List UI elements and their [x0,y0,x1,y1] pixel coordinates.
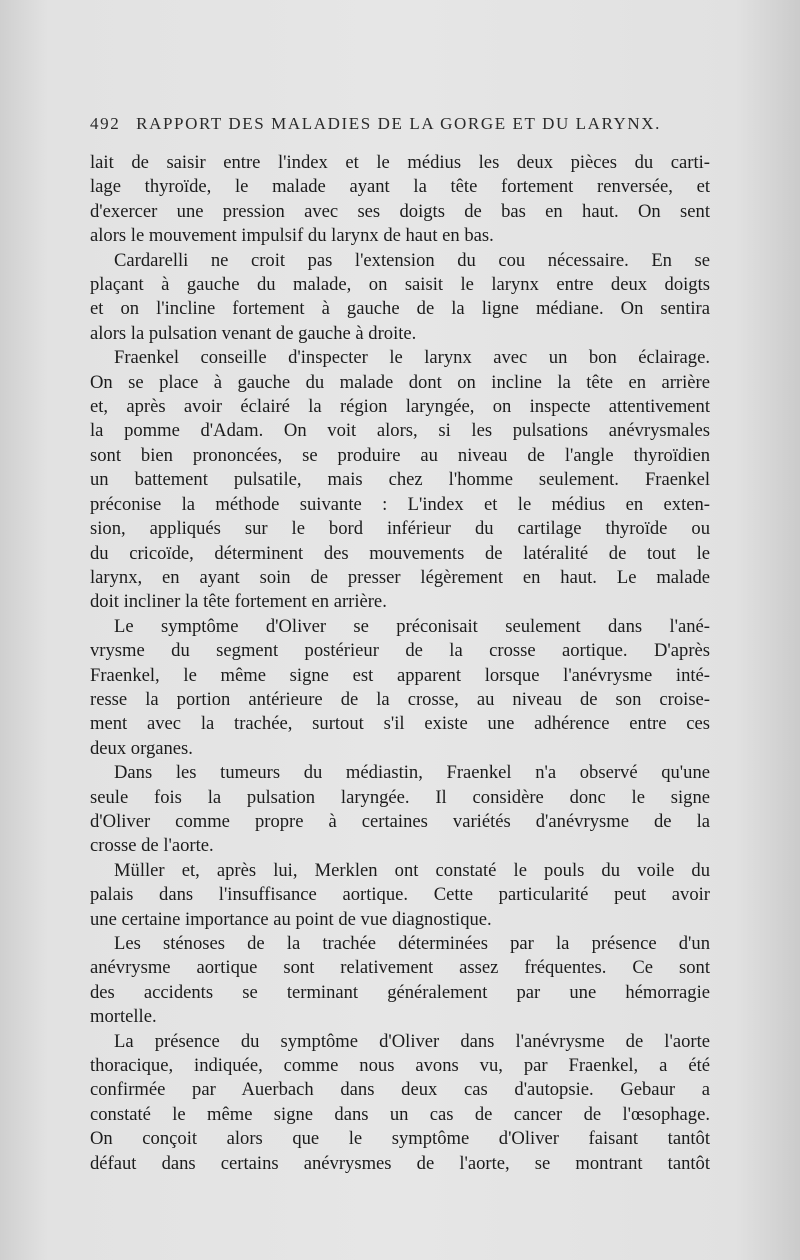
paragraph [90,1030,710,1176]
text-line: d'exercer une pression avec ses doigts de bas en haut. On sent [90,200,710,222]
text-line: Fraenkel conseille d'inspecter le larynx avec un bon éclairage. [114,347,710,369]
text-line: Les sténoses de la trachée déterminées par la présence d'un [114,933,710,954]
text-line: On se place à gauche du malade dont on incline la tête en arrière [90,371,710,393]
text-line: lage thyroïde, le malade ayant la tête fortement renversée, et [90,176,710,198]
text-line: larynx, en ayant soin de presser légèrement en haut. Le malade [90,566,710,588]
text-line: et on l'incline fortement à gauche de la ligne médiane. On sentira [90,298,710,320]
paragraph [90,932,710,1030]
text-line: alors la pulsation venant de gauche à droite. [90,322,417,344]
text-line: confirmée par Auerbach dans deux cas d'autopsie. Gebaur a [90,1079,710,1101]
page-number: 492 [90,114,121,133]
text-line: deux organes. [90,737,193,759]
running-title: RAPPORT DES MALADIES DE LA GORGE ET DU LARYNX. [136,114,662,133]
running-head [90,114,710,134]
text-line: défaut dans certains anévrysmes de l'aorte, se montrant tantôt [90,1152,710,1174]
text-line: préconise la méthode suivante : L'index et le médius en exten- [90,493,710,515]
text-line: des accidents se terminant généralement par une hémorragie [90,981,710,1003]
text-line: alors le mouvement impulsif du larynx de haut en bas. [90,225,494,247]
text-line: plaçant à gauche du malade, on saisit le larynx entre deux doigts [90,274,710,296]
text-line: Fraenkel, le même signe est apparent lorsque l'anévrysme inté- [90,664,710,686]
text-line: Müller et, après lui, Merklen ont constaté le pouls du voile du [114,859,710,881]
text-line: mortelle. [90,1006,157,1028]
paragraph [90,346,710,614]
text-line: constaté le même signe dans un cas de cancer de l'œsophage. [90,1103,710,1125]
text-line: Dans les tumeurs du médiastin, Fraenkel n'a observé qu'une [114,762,710,784]
text-line: Cardarelli ne croit pas l'extension du cou nécessaire. En se [114,249,710,271]
text-line: thoracique, indiquée, comme nous avons vu, par Fraenkel, a été [90,1055,710,1077]
text-line: ment avec la trachée, surtout s'il existe une adhérence entre ces [90,713,710,735]
paragraph [90,151,710,249]
body-text [90,151,710,1176]
text-line: doit incliner la tête fortement en arrière. [90,591,387,613]
text-line: sont bien prononcées, se produire au niveau de l'angle thyroïdien [90,444,710,466]
paragraph [90,615,710,761]
text-line: vrysme du segment postérieur de la crosse aortique. D'après [90,640,710,662]
text-line: la pomme d'Adam. On voit alors, si les pulsations anévrysmales [90,420,710,442]
text-line: d'Oliver comme propre à certaines variétés d'anévrysme de la [90,810,710,832]
text-line: et, après avoir éclairé la région laryngée, on inspecte attentivement [90,396,710,418]
paragraph [90,249,710,347]
text-line: lait de saisir entre l'index et le médius les deux pièces du carti- [90,152,710,173]
text-line: crosse de l'aorte. [90,835,214,857]
paragraph [90,859,710,932]
text-line: du cricoïde, déterminent des mouvements de latéralité de tout le [90,542,710,564]
text-line: anévrysme aortique sont relativement assez fréquentes. Ce sont [90,957,710,979]
text-line: Le symptôme d'Oliver se préconisait seulement dans l'ané- [114,615,710,637]
text-line: resse la portion antérieure de la crosse, au niveau de son croise- [90,688,710,710]
text-line: un battement pulsatile, mais chez l'homme seulement. Fraenkel [90,469,710,491]
paragraph [90,761,710,859]
text-line: seule fois la pulsation laryngée. Il considère donc le signe [90,786,710,808]
text-line: palais dans l'insuffisance aortique. Cette particularité peut avoir [90,884,710,906]
text-line: On conçoit alors que le symptôme d'Oliver faisant tantôt [90,1128,710,1150]
text-line: La présence du symptôme d'Oliver dans l'anévrysme de l'aorte [114,1030,710,1052]
text-line: une certaine importance au point de vue diagnostique. [90,908,492,930]
text-line: sion, appliqués sur le bord inférieur du cartilage thyroïde ou [90,518,710,540]
